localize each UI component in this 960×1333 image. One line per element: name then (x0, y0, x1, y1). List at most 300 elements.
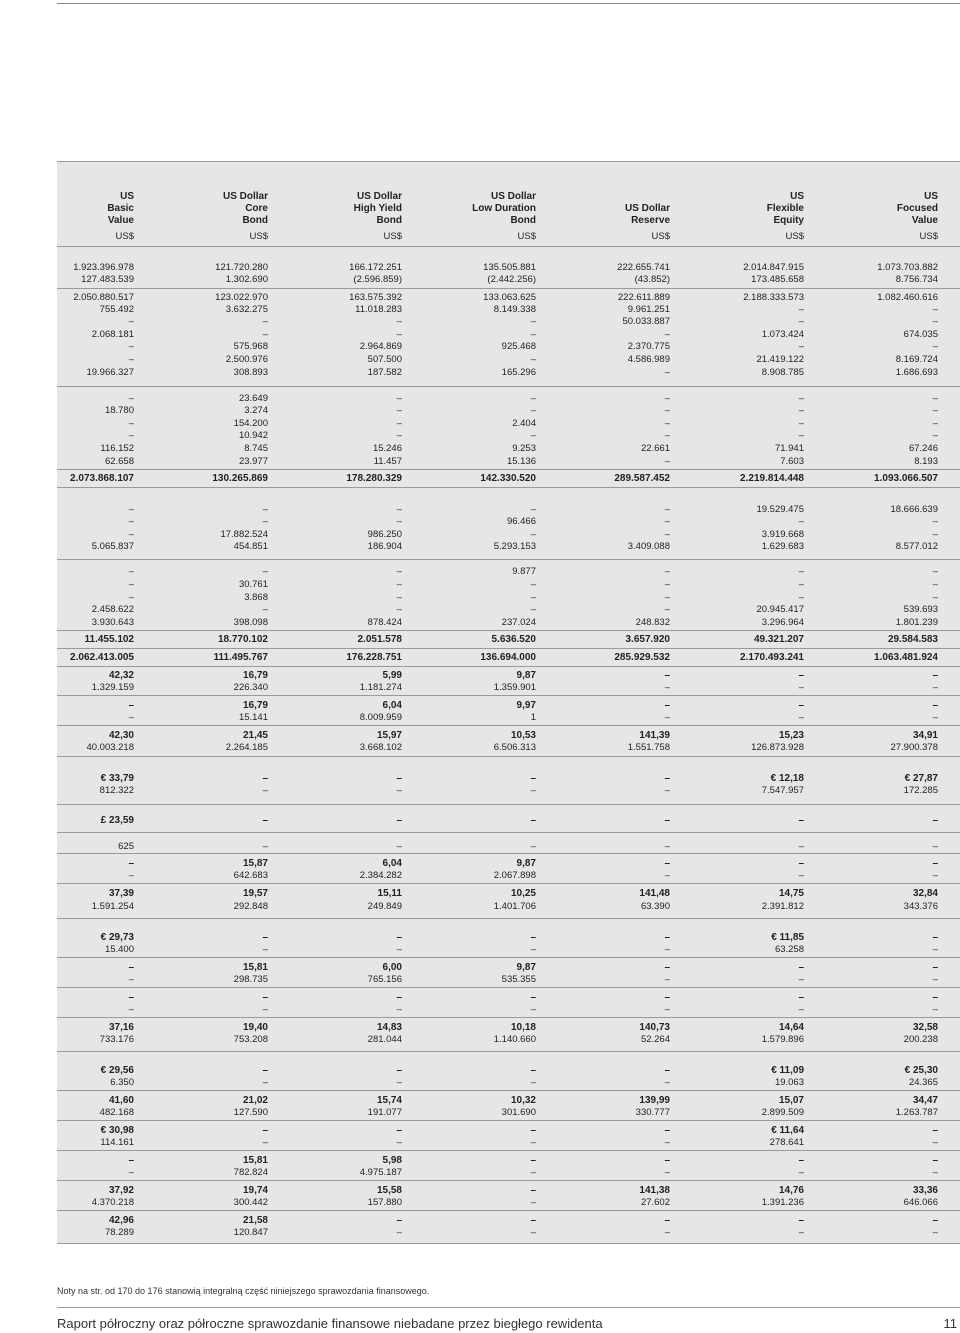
footer-title: Raport półroczny oraz półroczne sprawozdanie finansowe niebadane przez biegłego rewidenta (57, 1316, 603, 1331)
table-cell: – (798, 712, 804, 723)
table-cell: – (932, 516, 938, 527)
table-cell: – (262, 316, 268, 327)
table-cell: 1.629.683 (761, 541, 804, 552)
table-row (57, 682, 960, 694)
table-cell: – (530, 329, 536, 340)
table-cell: – (396, 944, 402, 955)
table-cell: 23.977 (238, 456, 268, 467)
column-currency: US$ (651, 231, 670, 242)
column-currency: US$ (383, 231, 402, 242)
table-cell: 3.868 (244, 592, 268, 603)
table-cell: – (396, 405, 402, 416)
table-cell: – (664, 858, 670, 869)
table-cell: 222.655.741 (617, 262, 670, 273)
table-cell: 19,40 (242, 1022, 268, 1033)
table-row (57, 634, 960, 646)
table-cell: 4.370.218 (91, 1197, 134, 1208)
table-cell: 127.590 (233, 1107, 268, 1118)
table-row (57, 1034, 960, 1046)
table-cell: – (932, 962, 938, 973)
table-cell: – (798, 815, 804, 826)
table-cell: – (798, 700, 804, 711)
table-cell: – (798, 670, 804, 681)
column-header-line: US Dollar (356, 191, 402, 202)
table-row (57, 354, 960, 366)
table-cell: – (664, 405, 670, 416)
table-cell: – (798, 516, 804, 527)
table-row (57, 393, 960, 405)
table-cell: – (396, 604, 402, 615)
table-cell: – (798, 405, 804, 416)
table-cell: 753.208 (233, 1034, 268, 1045)
table-cell: – (262, 773, 268, 784)
table-cell: 27.900.378 (890, 742, 938, 753)
column-header-line: US (790, 191, 804, 202)
table-cell: 8.745 (244, 443, 268, 454)
table-cell: – (530, 354, 536, 365)
table-cell: – (664, 932, 670, 943)
table-cell: 40.003.218 (86, 742, 134, 753)
table-cell: 11.457 (373, 456, 402, 467)
table-cell: € 29,56 (100, 1065, 134, 1076)
table-cell: 1.140.660 (493, 1034, 536, 1045)
table-cell: – (530, 1185, 536, 1196)
table-cell: – (530, 785, 536, 796)
table-cell: 14,64 (778, 1022, 804, 1033)
table-cell: 575.968 (233, 341, 268, 352)
table-cell: 8.908.785 (761, 367, 804, 378)
table-row (57, 712, 960, 724)
table-cell: 1.686.693 (895, 367, 938, 378)
table-cell: 126.873.928 (751, 742, 804, 753)
table-cell: – (262, 815, 268, 826)
column-header-line: Bond (376, 215, 402, 226)
table-cell: – (128, 529, 134, 540)
table-cell: € 25,30 (904, 1065, 938, 1076)
row-separator (57, 630, 960, 631)
table-cell: 1.801.239 (895, 617, 938, 628)
table-cell: – (396, 1227, 402, 1238)
table-cell: – (262, 516, 268, 527)
table-cell: – (798, 870, 804, 881)
table-cell: – (932, 670, 938, 681)
table-cell: 1.073.424 (761, 329, 804, 340)
table-cell: £ 23,59 (100, 815, 134, 826)
table-row (57, 1137, 960, 1149)
table-cell: 20.945.417 (756, 604, 804, 615)
table-cell: 18.780 (104, 405, 134, 416)
table-cell: 2.068.181 (91, 329, 134, 340)
table-cell: 6,00 (382, 962, 402, 973)
table-cell: 14,76 (778, 1185, 804, 1196)
table-cell: 222.611.889 (617, 292, 670, 303)
table-row (57, 316, 960, 328)
table-cell: – (932, 529, 938, 540)
table-cell: 121.720.280 (215, 262, 268, 273)
table-cell: – (932, 316, 938, 327)
table-cell: – (128, 870, 134, 881)
table-cell: 140,73 (639, 1022, 670, 1033)
table-cell: 1.579.896 (761, 1034, 804, 1045)
table-row (57, 670, 960, 682)
table-cell: – (932, 841, 938, 852)
table-cell: 10,18 (510, 1022, 536, 1033)
table-cell: 3.668.102 (359, 742, 402, 753)
table-cell: 18.666.639 (890, 504, 938, 515)
table-cell: 22.661 (640, 443, 670, 454)
table-cell: 142.330.520 (480, 473, 536, 484)
table-cell: 8.577.012 (895, 541, 938, 552)
table-cell: – (262, 604, 268, 615)
table-cell: 15,81 (242, 962, 268, 973)
table-cell: – (396, 504, 402, 515)
table-cell: 15,58 (376, 1185, 402, 1196)
table-cell: – (664, 962, 670, 973)
table-cell: – (262, 1065, 268, 1076)
table-cell: 71.941 (774, 443, 804, 454)
table-cell: – (396, 785, 402, 796)
table-cell: 15,07 (778, 1095, 804, 1106)
table-cell: 15.136 (506, 456, 536, 467)
table-cell: 21,45 (242, 730, 268, 741)
table-cell: 642.683 (233, 870, 268, 881)
table-cell: – (262, 785, 268, 796)
table-cell: – (262, 566, 268, 577)
table-cell: 1.302.690 (225, 274, 268, 285)
table-cell: 173.485.658 (751, 274, 804, 285)
row-separator (57, 987, 960, 988)
column-currency: US$ (115, 231, 134, 242)
column-header-line: Value (911, 215, 938, 226)
table-row (57, 870, 960, 882)
table-cell: – (932, 974, 938, 985)
table-cell: 9.253 (512, 443, 536, 454)
table-cell: 6,04 (382, 700, 402, 711)
table-cell: – (798, 1227, 804, 1238)
table-row (57, 992, 960, 1004)
table-cell: 278.641 (769, 1137, 804, 1148)
table-cell: 2.219.814.448 (740, 473, 804, 484)
table-cell: 3.632.275 (225, 304, 268, 315)
table-cell: – (798, 341, 804, 352)
column-header-line: US Dollar (490, 191, 536, 202)
table-cell: – (530, 944, 536, 955)
table-cell: 15.400 (104, 944, 134, 955)
row-separator (57, 883, 960, 884)
table-cell: – (128, 316, 134, 327)
table-cell: – (798, 393, 804, 404)
table-cell: 11.018.283 (355, 304, 402, 315)
table-cell: 249.849 (367, 901, 402, 912)
table-row (57, 292, 960, 304)
table-cell: – (262, 841, 268, 852)
table-cell: 1.082.460.616 (877, 292, 938, 303)
table-cell: – (932, 430, 938, 441)
table-row (57, 730, 960, 742)
table-cell: 42,32 (108, 670, 134, 681)
table-cell: – (530, 430, 536, 441)
table-cell: 24.365 (908, 1077, 938, 1088)
table-cell: 200.238 (903, 1034, 938, 1045)
table-row (57, 1215, 960, 1227)
table-cell: 1.063.481.924 (874, 652, 938, 663)
table-cell: – (798, 1155, 804, 1166)
table-cell: 285.929.532 (614, 652, 670, 663)
table-cell: 141,39 (639, 730, 670, 741)
table-cell: – (932, 418, 938, 429)
table-cell: 733.176 (99, 1034, 134, 1045)
table-row (57, 1155, 960, 1167)
column-header-line: Flexible (766, 203, 804, 214)
table-cell: 67.246 (908, 443, 938, 454)
table-cell: 15,74 (376, 1095, 402, 1106)
table-row (57, 1185, 960, 1197)
table-cell: 34,47 (912, 1095, 938, 1106)
table-cell: – (530, 773, 536, 784)
table-cell: – (932, 944, 938, 955)
table-cell: – (396, 1077, 402, 1088)
table-cell: – (530, 393, 536, 404)
table-cell: – (932, 304, 938, 315)
table-cell: 2.458.622 (91, 604, 134, 615)
table-cell: 11.455.102 (84, 634, 134, 645)
table-cell: 8.169.724 (895, 354, 938, 365)
table-cell: 1.263.787 (895, 1107, 938, 1118)
table-cell: (43.852) (634, 274, 670, 285)
table-row (57, 858, 960, 870)
table-row (57, 592, 960, 604)
table-row (57, 785, 960, 797)
table-cell: € 29,73 (100, 932, 134, 943)
table-row (57, 341, 960, 353)
table-cell: 42,30 (108, 730, 134, 741)
row-separator (57, 1090, 960, 1091)
table-cell: 1.401.706 (493, 901, 536, 912)
table-row (57, 617, 960, 629)
table-cell: 3.296.964 (761, 617, 804, 628)
table-cell: 3.274 (244, 405, 268, 416)
table-cell: – (932, 1004, 938, 1015)
table-cell: 330.777 (635, 1107, 670, 1118)
table-cell: 398.098 (233, 617, 268, 628)
table-cell: 187.582 (367, 367, 402, 378)
table-cell: – (530, 1137, 536, 1148)
row-separator (57, 487, 960, 488)
table-cell: – (262, 944, 268, 955)
table-row (57, 541, 960, 553)
table-cell: 925.468 (501, 341, 536, 352)
table-cell: – (530, 592, 536, 603)
table-cell: – (664, 1227, 670, 1238)
table-cell: – (128, 430, 134, 441)
table-cell: – (530, 841, 536, 852)
table-cell: – (128, 992, 134, 1003)
table-cell: 191.077 (367, 1107, 402, 1118)
table-cell: 78.289 (104, 1227, 134, 1238)
table-row (57, 962, 960, 974)
table-cell: 165.296 (501, 367, 536, 378)
table-cell: 7.603 (780, 456, 804, 467)
table-cell: – (664, 773, 670, 784)
table-cell: 32,84 (912, 888, 938, 899)
table-cell: – (128, 504, 134, 515)
table-cell: – (798, 592, 804, 603)
table-cell: – (664, 504, 670, 515)
table-cell: – (932, 1125, 938, 1136)
column-currency: US$ (919, 231, 938, 242)
row-separator (57, 666, 960, 667)
table-cell: – (396, 932, 402, 943)
table-cell: 2.899.509 (761, 1107, 804, 1118)
table-cell: 62.658 (104, 456, 134, 467)
table-row (57, 1227, 960, 1239)
table-row (57, 274, 960, 286)
table-row (57, 841, 960, 853)
table-cell: – (530, 1197, 536, 1208)
table-cell: – (128, 962, 134, 973)
table-cell: – (798, 974, 804, 985)
row-separator (57, 832, 960, 833)
table-row (57, 304, 960, 316)
table-cell: – (396, 393, 402, 404)
table-cell: 8.193 (914, 456, 938, 467)
table-cell: 1.391.236 (761, 1197, 804, 1208)
table-cell: 19.529.475 (756, 504, 804, 515)
table-cell: 139,99 (639, 1095, 670, 1106)
table-row (57, 815, 960, 827)
table-cell: € 30,98 (100, 1125, 134, 1136)
table-cell: 41,60 (108, 1095, 134, 1106)
table-cell: 1 (530, 712, 536, 723)
table-cell: 248.832 (635, 617, 670, 628)
table-row (57, 566, 960, 578)
table-row (57, 901, 960, 913)
table-cell: 292.848 (233, 901, 268, 912)
table-cell: 42,96 (108, 1215, 134, 1226)
column-currency: US$ (249, 231, 268, 242)
table-cell: – (128, 858, 134, 869)
table-cell: 6.350 (110, 1077, 134, 1088)
table-cell: 507.500 (367, 354, 402, 365)
table-cell: 120.847 (233, 1227, 268, 1238)
column-header-line: Reserve (631, 215, 670, 226)
table-cell: 482.168 (99, 1107, 134, 1118)
row-separator (57, 1120, 960, 1121)
table-cell: 15,23 (778, 730, 804, 741)
table-cell: – (664, 682, 670, 693)
table-cell: – (664, 418, 670, 429)
table-cell: – (932, 1167, 938, 1178)
table-cell: – (664, 1167, 670, 1178)
table-cell: 14,75 (778, 888, 804, 899)
table-cell: – (932, 566, 938, 577)
table-row (57, 1167, 960, 1179)
row-separator (57, 1180, 960, 1181)
table-cell: 21.419.122 (756, 354, 804, 365)
footnote: Noty na str. od 170 do 176 stanowią integralną część niniejszego sprawozdania finansowego. (57, 1286, 430, 1296)
table-row (57, 742, 960, 754)
table-cell: 17.882.524 (220, 529, 268, 540)
table-cell: 136.694.000 (480, 652, 536, 663)
table-cell: 226.340 (233, 682, 268, 693)
column-header-line: US (924, 191, 938, 202)
table-cell: 765.156 (367, 974, 402, 985)
table-cell: 3.919.668 (761, 529, 804, 540)
table-cell: – (128, 579, 134, 590)
table-cell: 27.602 (640, 1197, 670, 1208)
table-cell: 6.506.313 (493, 742, 536, 753)
table-cell: – (128, 341, 134, 352)
table-cell: 10,32 (510, 1095, 536, 1106)
table-cell: – (530, 1065, 536, 1076)
table-cell: – (932, 870, 938, 881)
table-row (57, 1065, 960, 1077)
table-cell: 63.258 (774, 944, 804, 955)
table-cell: – (396, 329, 402, 340)
column-header-line: Equity (773, 215, 804, 226)
table-cell: – (932, 682, 938, 693)
table-cell: – (262, 1137, 268, 1148)
table-cell: 30.761 (238, 579, 268, 590)
header-separator (57, 246, 960, 247)
table-cell: – (664, 992, 670, 1003)
table-cell: 2.051.578 (357, 634, 402, 645)
table-cell: 2.067.898 (493, 870, 536, 881)
table-cell: – (664, 367, 670, 378)
table-cell: – (664, 579, 670, 590)
row-separator (57, 756, 960, 757)
table-row (57, 1095, 960, 1107)
table-cell: 5.065.837 (91, 541, 134, 552)
table-cell: 1.329.159 (91, 682, 134, 693)
table-cell: 1.359.901 (493, 682, 536, 693)
column-currency: US$ (517, 231, 536, 242)
table-cell: 2.391.812 (761, 901, 804, 912)
column-header-line: Low Duration (472, 203, 536, 214)
table-cell: 454.851 (233, 541, 268, 552)
table-cell: 281.044 (367, 1034, 402, 1045)
table-cell: 2.404 (512, 418, 536, 429)
table-cell: – (530, 529, 536, 540)
column-header-line: US (120, 191, 134, 202)
table-cell: 10,25 (510, 888, 536, 899)
table-cell: 5.293.153 (493, 541, 536, 552)
table-cell: – (396, 773, 402, 784)
table-cell: 9,97 (516, 700, 536, 711)
table-cell: 96.466 (506, 516, 536, 527)
table-cell: – (664, 393, 670, 404)
table-cell: – (530, 1215, 536, 1226)
table-row (57, 1107, 960, 1119)
table-cell: – (262, 1077, 268, 1088)
table-cell: – (664, 785, 670, 796)
table-cell: 50.033.887 (622, 316, 670, 327)
table-cell: 289.587.452 (614, 473, 670, 484)
table-row (57, 504, 960, 516)
table-cell: – (396, 1125, 402, 1136)
table-cell: – (798, 682, 804, 693)
row-separator (57, 957, 960, 958)
column-header-line: US Dollar (222, 191, 268, 202)
table-cell: 9,87 (516, 962, 536, 973)
table-cell: € 12,18 (770, 773, 804, 784)
table-cell: 755.492 (99, 304, 134, 315)
table-cell: – (664, 430, 670, 441)
table-cell: 163.575.392 (349, 292, 402, 303)
table-cell: – (798, 316, 804, 327)
table-cell: – (396, 430, 402, 441)
table-row (57, 604, 960, 616)
